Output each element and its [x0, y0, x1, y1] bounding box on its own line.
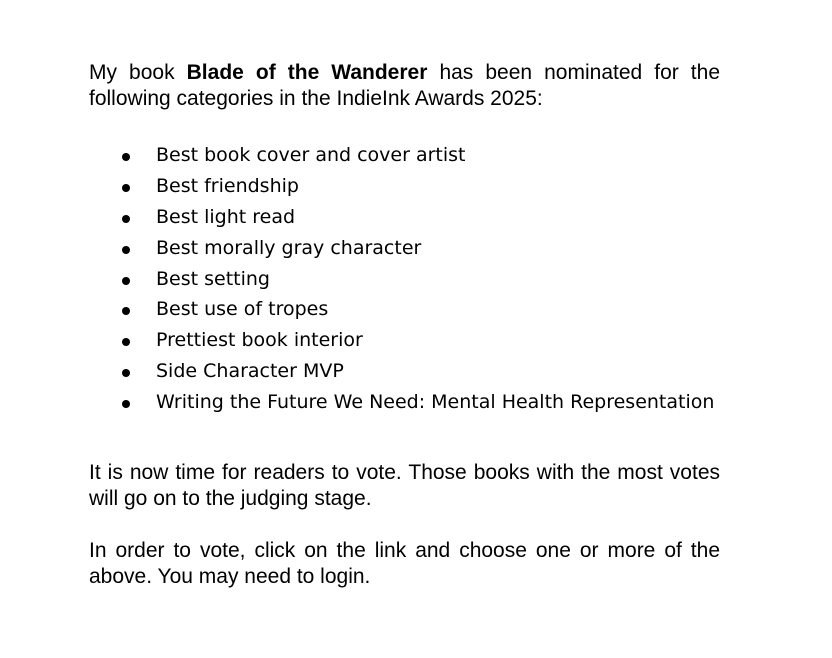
- intro-prefix: My book: [89, 61, 187, 84]
- category-label: Writing the Future We Need: Mental Health Representation: [156, 391, 715, 414]
- bullet-icon: [122, 153, 130, 161]
- bullet-icon: [122, 246, 130, 254]
- document-page: [89, 60, 720, 590]
- list-item: [89, 171, 720, 202]
- category-label: Best book cover and cover artist: [156, 144, 466, 166]
- category-label: Best light read: [156, 205, 296, 228]
- category-label: Prettiest book interior: [156, 329, 363, 352]
- list-item: [89, 294, 720, 325]
- vote-instructions-paragraph: In order to vote, click on the link and choose one or more of the above. You may need to login.: [89, 539, 720, 589]
- list-item: [89, 140, 720, 171]
- bullet-icon: [122, 369, 130, 377]
- category-label: Best friendship: [156, 174, 299, 197]
- category-label: Best morally gray character: [156, 236, 422, 259]
- bullet-icon: [122, 307, 130, 315]
- bullet-icon: [122, 215, 130, 223]
- list-item: [89, 202, 720, 233]
- list-item: [89, 387, 720, 418]
- list-item: [89, 325, 720, 356]
- book-title: Blade of the Wanderer: [186, 61, 428, 84]
- category-label: Best use of tropes: [156, 298, 329, 321]
- category-label: Best setting: [156, 267, 270, 290]
- list-item: [89, 356, 720, 387]
- intro-suffix: has been nominated for the following categories in the IndieInk Awards 2025:: [89, 61, 720, 110]
- bullet-icon: [122, 277, 130, 285]
- intro-paragraph: [89, 60, 720, 112]
- category-label: Side Character MVP: [156, 360, 344, 383]
- category-list: [89, 140, 720, 418]
- list-item: [89, 264, 720, 295]
- bullet-icon: [122, 338, 130, 346]
- bullet-icon: [122, 400, 130, 408]
- bullet-icon: [122, 184, 130, 192]
- list-item: [89, 233, 720, 264]
- vote-info-paragraph: It is now time for readers to vote. Those books with the most votes will go on to the judging stage.: [89, 461, 720, 511]
